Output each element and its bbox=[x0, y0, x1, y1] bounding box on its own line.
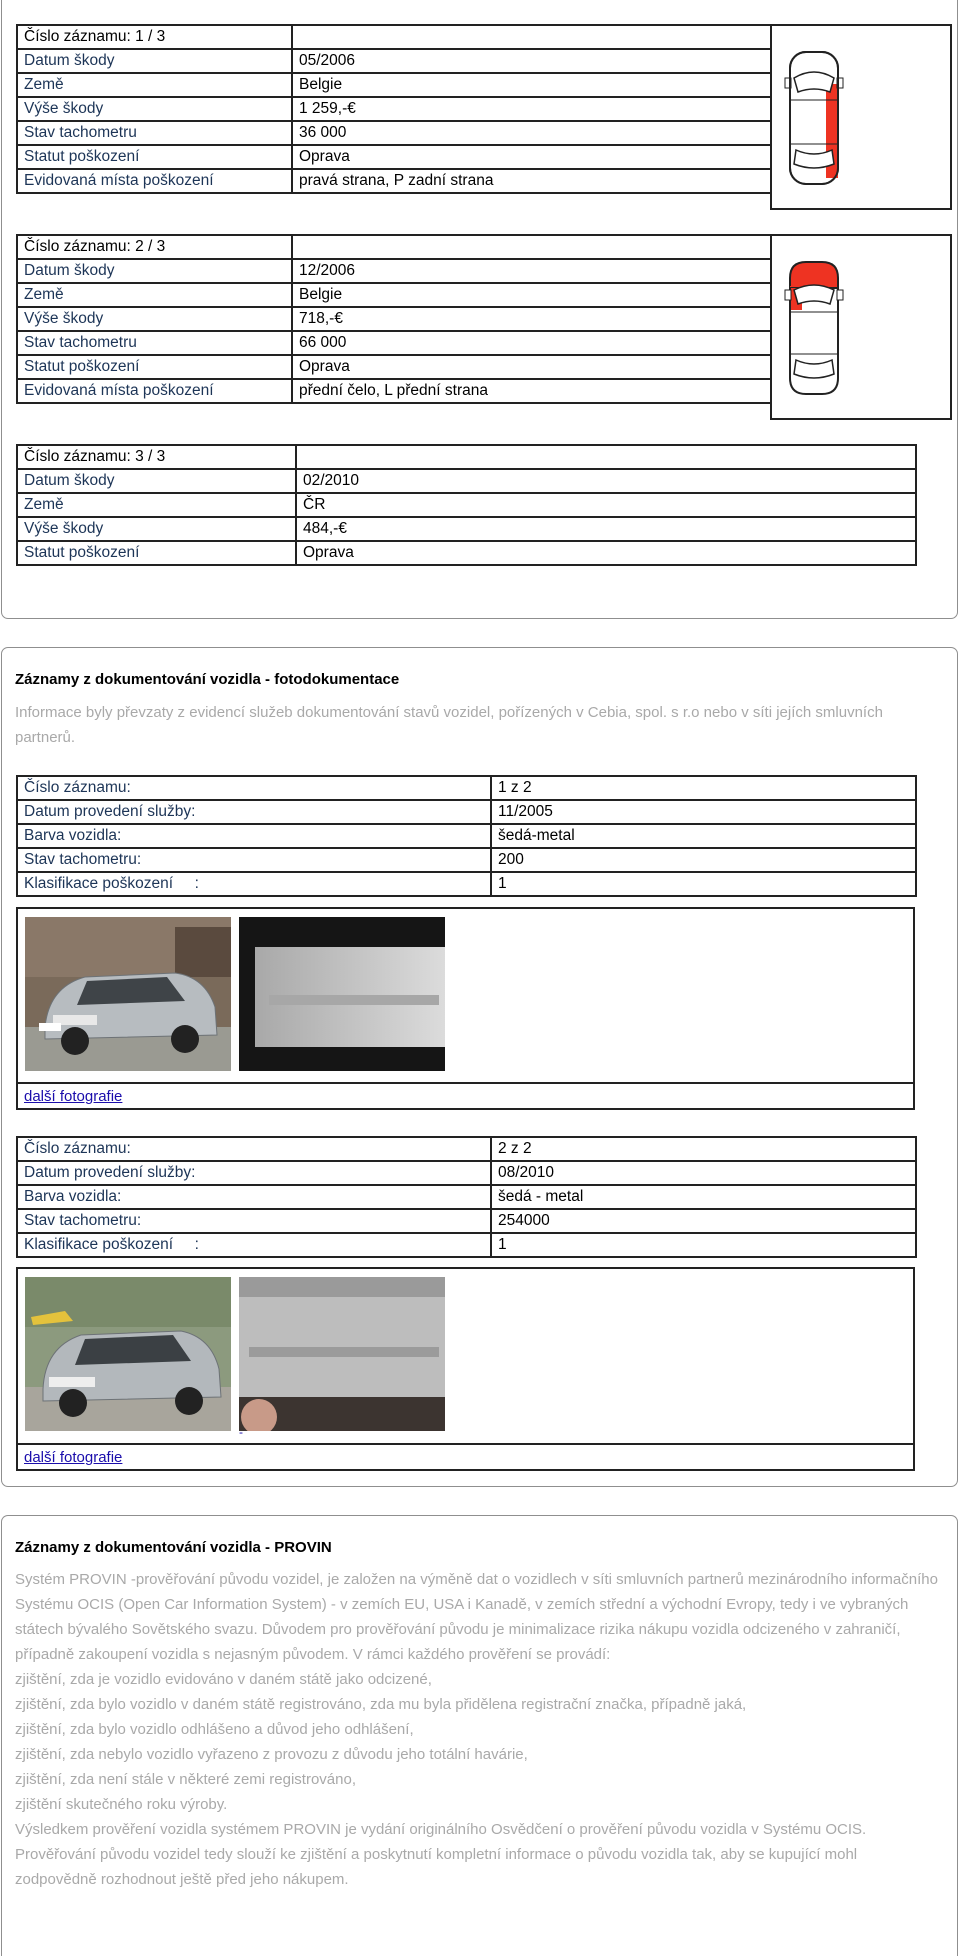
photo-record-2 bbox=[16, 1136, 917, 1258]
section-title: Záznamy z dokumentování vozidla - PROVIN bbox=[15, 1539, 332, 1556]
label-damage-date: Datum škody bbox=[17, 49, 292, 73]
label-country: Země bbox=[17, 283, 292, 307]
value-service-date: 11/2005 bbox=[491, 800, 916, 824]
damage-record-2 bbox=[16, 234, 773, 404]
provin-text bbox=[15, 1567, 940, 1892]
more-photos-link[interactable]: další fotografie bbox=[24, 1449, 123, 1466]
label-damage-status: Statut poškození bbox=[17, 145, 292, 169]
car-photo[interactable] bbox=[25, 917, 231, 1071]
provin-list-item: zjištění, zda bylo vozidlo odhlášeno a důvod jeho odhlášení, bbox=[15, 1721, 414, 1738]
photo-strip-1 bbox=[16, 907, 915, 1084]
value-country: Belgie bbox=[292, 283, 772, 307]
label-damage-date: Datum škody bbox=[17, 259, 292, 283]
label-service-date: Datum provedení služby: bbox=[17, 1161, 491, 1185]
damage-diagram-2 bbox=[770, 234, 952, 420]
damage-record-1 bbox=[16, 24, 773, 194]
provin-list-item: zjištění, zda bylo vozidlo v daném státě registrováno, zda mu byla přidělena registrační značka, případně jaká, bbox=[15, 1696, 747, 1713]
label-damage-locations: Evidovaná místa poškození bbox=[17, 379, 292, 403]
value-service-date: 08/2010 bbox=[491, 1161, 916, 1185]
more-photos-link[interactable]: další fotografie bbox=[24, 1088, 123, 1105]
label-odometer: Stav tachometru bbox=[17, 121, 292, 145]
photo-strip-2 bbox=[16, 1267, 915, 1445]
label-odometer: Stav tachometru: bbox=[17, 1209, 491, 1233]
value-damage-class: 1 bbox=[491, 1233, 916, 1257]
more-photos-row-2 bbox=[16, 1443, 915, 1471]
value-damage-date: 12/2006 bbox=[292, 259, 772, 283]
car-top-view-icon bbox=[784, 48, 844, 188]
label-vehicle-color: Barva vozidla: bbox=[17, 824, 491, 848]
provin-list-item: zjištění skutečného roku výroby. bbox=[15, 1796, 228, 1813]
record-header: Číslo záznamu: 3 / 3 bbox=[17, 445, 296, 469]
vin-plate-photo[interactable] bbox=[239, 1277, 445, 1431]
car-top-view-icon bbox=[784, 258, 844, 398]
value-damage-date: 02/2010 bbox=[296, 469, 916, 493]
label-country: Země bbox=[17, 73, 292, 97]
value-damage-status: Oprava bbox=[296, 541, 916, 565]
provin-list-item: zjištění, zda není stále v některé zemi registrováno, bbox=[15, 1771, 357, 1788]
value-damage-amount: 718,-€ bbox=[292, 307, 772, 331]
value-odometer: 36 000 bbox=[292, 121, 772, 145]
value-odometer: 200 bbox=[491, 848, 916, 872]
label-damage-locations: Evidovaná místa poškození bbox=[17, 169, 292, 193]
label-odometer: Stav tachometru: bbox=[17, 848, 491, 872]
provin-paragraph: Systém PROVIN -prověřování původu vozidel, je založen na výměně dat o vozidlech v síti smluvních partnerů mezinárodního informačního Systému OCIS (Open Car Information System) - v zemích EU, USA i Kanadě, v zemích střední a východní Evropy, tedy i ve vybraných státech bývalého Sovětského svazu. Důvodem pro prověřování původu je minimalizace rizika nákupu vozidla odcizeného v zahraničí, případně zakoupení vozidla s nejasným původem. V rámci každého prověření se provádí: bbox=[15, 1571, 938, 1663]
value-damage-amount: 484,-€ bbox=[296, 517, 916, 541]
value-damage-amount: 1 259,-€ bbox=[292, 97, 772, 121]
value-country: Belgie bbox=[292, 73, 772, 97]
record-header: Číslo záznamu: 2 / 3 bbox=[17, 235, 292, 259]
label-damage-amount: Výše škody bbox=[17, 517, 296, 541]
vin-plate-photo[interactable] bbox=[239, 917, 445, 1071]
value-record-number: 2 z 2 bbox=[491, 1137, 916, 1161]
photo-record-1 bbox=[16, 775, 917, 897]
value-damage-locations: pravá strana, P zadní strana bbox=[292, 169, 772, 193]
label-damage-class: Klasifikace poškození : bbox=[17, 872, 491, 896]
value-country: ČR bbox=[296, 493, 916, 517]
label-vehicle-color: Barva vozidla: bbox=[17, 1185, 491, 1209]
value-damage-date: 05/2006 bbox=[292, 49, 772, 73]
label-damage-status: Statut poškození bbox=[17, 355, 292, 379]
provin-list-item: zjištění, zda je vozidlo evidováno v daném státě jako odcizené, bbox=[15, 1671, 432, 1688]
photo-link-marker: - bbox=[239, 1425, 243, 1439]
value-damage-status: Oprava bbox=[292, 145, 772, 169]
label-damage-amount: Výše škody bbox=[17, 97, 292, 121]
label-damage-amount: Výše škody bbox=[17, 307, 292, 331]
provin-list-item: zjištění, zda nebylo vozidlo vyřazeno z provozu z důvodu jeho totální havárie, bbox=[15, 1746, 528, 1763]
label-odometer: Stav tachometru bbox=[17, 331, 292, 355]
value-vehicle-color: šedá - metal bbox=[491, 1185, 916, 1209]
value-damage-status: Oprava bbox=[292, 355, 772, 379]
label-damage-class: Klasifikace poškození : bbox=[17, 1233, 491, 1257]
label-record-number: Číslo záznamu: bbox=[17, 776, 491, 800]
damage-record-3 bbox=[16, 444, 917, 566]
label-service-date: Datum provedení služby: bbox=[17, 800, 491, 824]
section-title: Záznamy z dokumentování vozidla - fotodokumentace bbox=[15, 671, 400, 688]
value-odometer: 254000 bbox=[491, 1209, 916, 1233]
value-damage-locations: přední čelo, L přední strana bbox=[292, 379, 772, 403]
record-header: Číslo záznamu: 1 / 3 bbox=[17, 25, 292, 49]
more-photos-row-1 bbox=[16, 1082, 915, 1110]
value-odometer: 66 000 bbox=[292, 331, 772, 355]
label-damage-date: Datum škody bbox=[17, 469, 296, 493]
car-photo[interactable] bbox=[25, 1277, 231, 1431]
value-record-number: 1 z 2 bbox=[491, 776, 916, 800]
provin-paragraph: Výsledkem prověření vozidla systémem PROVIN je vydání originálního Osvědčení o prověření původu vozidla v Systému OCIS. Prověřování původu vozidel tedy slouží ke zjištění a poskytnutí kompletní informace o původu vozidla tak, aby se kupující mohl zodpovědně rozhodnout ještě před jeho nákupem. bbox=[15, 1821, 867, 1888]
label-country: Země bbox=[17, 493, 296, 517]
label-damage-status: Statut poškození bbox=[17, 541, 296, 565]
value-damage-class: 1 bbox=[491, 872, 916, 896]
value-vehicle-color: šedá-metal bbox=[491, 824, 916, 848]
section-intro: Informace byly převzaty z evidencí služeb dokumentování stavů vozidel, pořízených v Cebia, spol. s r.o nebo v síti jejích smluvních partnerů. bbox=[15, 704, 883, 746]
damage-diagram-1 bbox=[770, 24, 952, 210]
label-record-number: Číslo záznamu: bbox=[17, 1137, 491, 1161]
